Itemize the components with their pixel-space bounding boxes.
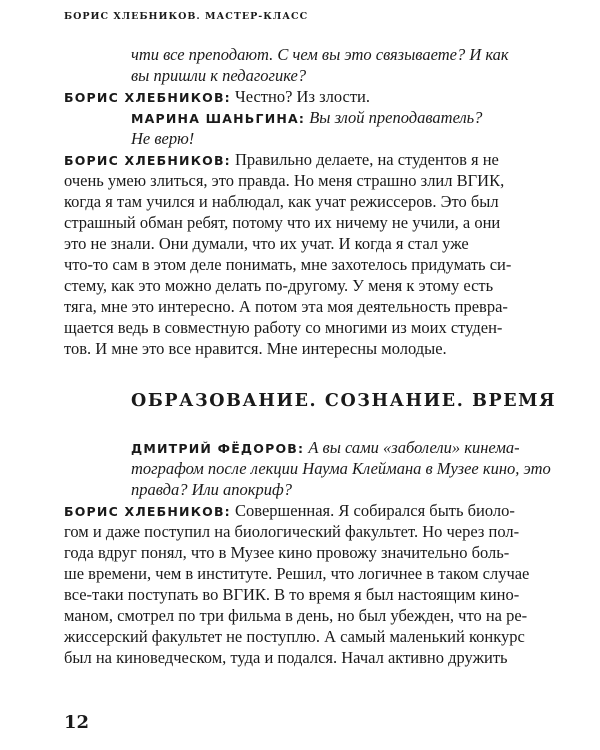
answer-line: это не знали. Они думали, что их учат. И когда я стал уже [64,234,469,253]
answer-line: маном, смотрел по три фильма в день, но был убежден, что на ре- [64,606,528,625]
answer-line: ше времени, чем в институте. Решил, что логичнее в таком случае [64,564,530,583]
answer-line: гом и даже поступил на биологический факультет. Но через пол- [64,522,520,541]
question-line: правда? Или апокриф? [131,480,292,499]
answer-line: все-таки поступать во ВГИК. В то время я был настоящим кино- [64,585,520,604]
answer-line: жиссерский факультет не поступлю. А самый маленький конкурс [64,627,525,646]
question-line: ДМИТРИЙ ФЁДОРОВ: А вы сами «заболели» кинема- [131,438,520,457]
answer-line: года вдруг понял, что в Музее кино провожу значительно боль- [64,543,510,562]
section-title: ОБРАЗОВАНИЕ. СОЗНАНИЕ. ВРЕМЯ [131,391,557,411]
page-number: 12 [64,712,90,733]
question-line: МАРИНА ШАНЬГИНА: Вы злой преподаватель? [131,108,483,127]
question-line: вы пришли к педагогике? [131,66,307,85]
question-line: тографом после лекции Наума Клеймана в Музее кино, это [131,459,551,478]
answer-line: щается ведь в совместную работу со многими из моих студен- [64,318,503,337]
answer-line: БОРИС ХЛЕБНИКОВ: Совершенная. Я собирался быть биоло- [64,501,515,520]
speaker-fedorov: ДМИТРИЙ ФЁДОРОВ: [131,441,305,456]
speaker-shangina: МАРИНА ШАНЬГИНА: [131,111,306,126]
answer-line: тов. И мне это все нравится. Мне интересны молодые. [64,339,447,358]
answer-line: стему, как это можно делать по-другому. У меня к этому есть [64,276,494,295]
answer-line: когда я там учился и наблюдал, как учат режиссеров. Это был [64,192,499,211]
speaker-khlebnikov: БОРИС ХЛЕБНИКОВ: [64,90,231,105]
answer-line: БОРИС ХЛЕБНИКОВ: Правильно делаете, на студентов я не [64,150,499,169]
speaker-khlebnikov: БОРИС ХЛЕБНИКОВ: [64,504,231,519]
answer-line: страшный обман ребят, потому что их ничему не учили, а они [64,213,501,232]
speaker-khlebnikov: БОРИС ХЛЕБНИКОВ: [64,153,231,168]
answer-line: был на киноведческом, туда и подался. Начал активно дружить [64,648,508,667]
answer-line: что-то сам в этом деле понимать, мне захотелось придумать си- [64,255,512,274]
running-head: БОРИС ХЛЕБНИКОВ. МАСТЕР-КЛАСС [64,11,309,22]
question-line: чти все преподают. С чем вы это связываете? И как [131,45,509,64]
question-line: Не верю! [131,129,195,148]
answer-line: очень умею злиться, это правда. Но меня страшно злил ВГИК, [64,171,505,190]
answer-line: тяга, мне это интересно. А потом эта моя деятельность превра- [64,297,508,316]
answer-line: БОРИС ХЛЕБНИКОВ: Честно? Из злости. [64,87,370,106]
